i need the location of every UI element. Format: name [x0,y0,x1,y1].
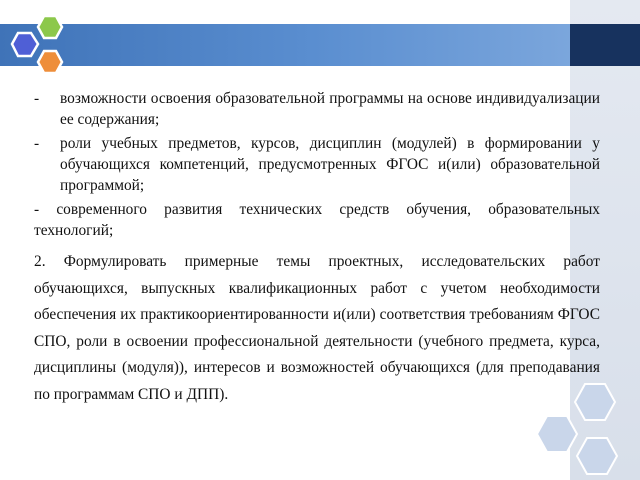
bullet-item [34,133,600,196]
bullet-item [34,88,600,130]
bullet-dash: - [34,90,40,107]
bullet-dash: - [34,135,40,152]
hexagon-logo-icon [6,10,76,82]
numbered-item: 2. Формулировать примерные темы проектных, исследовательских работ обучающихся, выпускных квалификационных работ с учетом необходимости обеспечения их практикоориентированности и(или) соответствия требованиям ФГОС СПО, роли в освоении профессиональной деятельности (учебного предмета, курса, дисциплины (модуля)), интересов и возможностей обучающихся (для преподавания по программам СПО и ДПП). [34,253,600,403]
slide-content [34,88,600,408]
plain-item: - современного развития технических средств обучения, образовательных технологий; [34,201,600,239]
bullet-text: возможности освоения образовательной программы на основе индивидуализации ее содержания; [60,90,600,128]
header-bar [0,24,570,66]
watermark [450,456,560,466]
bullet-text: роли учебных предметов, курсов, дисциплин (модулей) в формировании у обучающихся компетенций, предусмотренных ФГОС и(или) образовательной программой; [60,135,600,194]
header-dark-block [570,24,640,66]
